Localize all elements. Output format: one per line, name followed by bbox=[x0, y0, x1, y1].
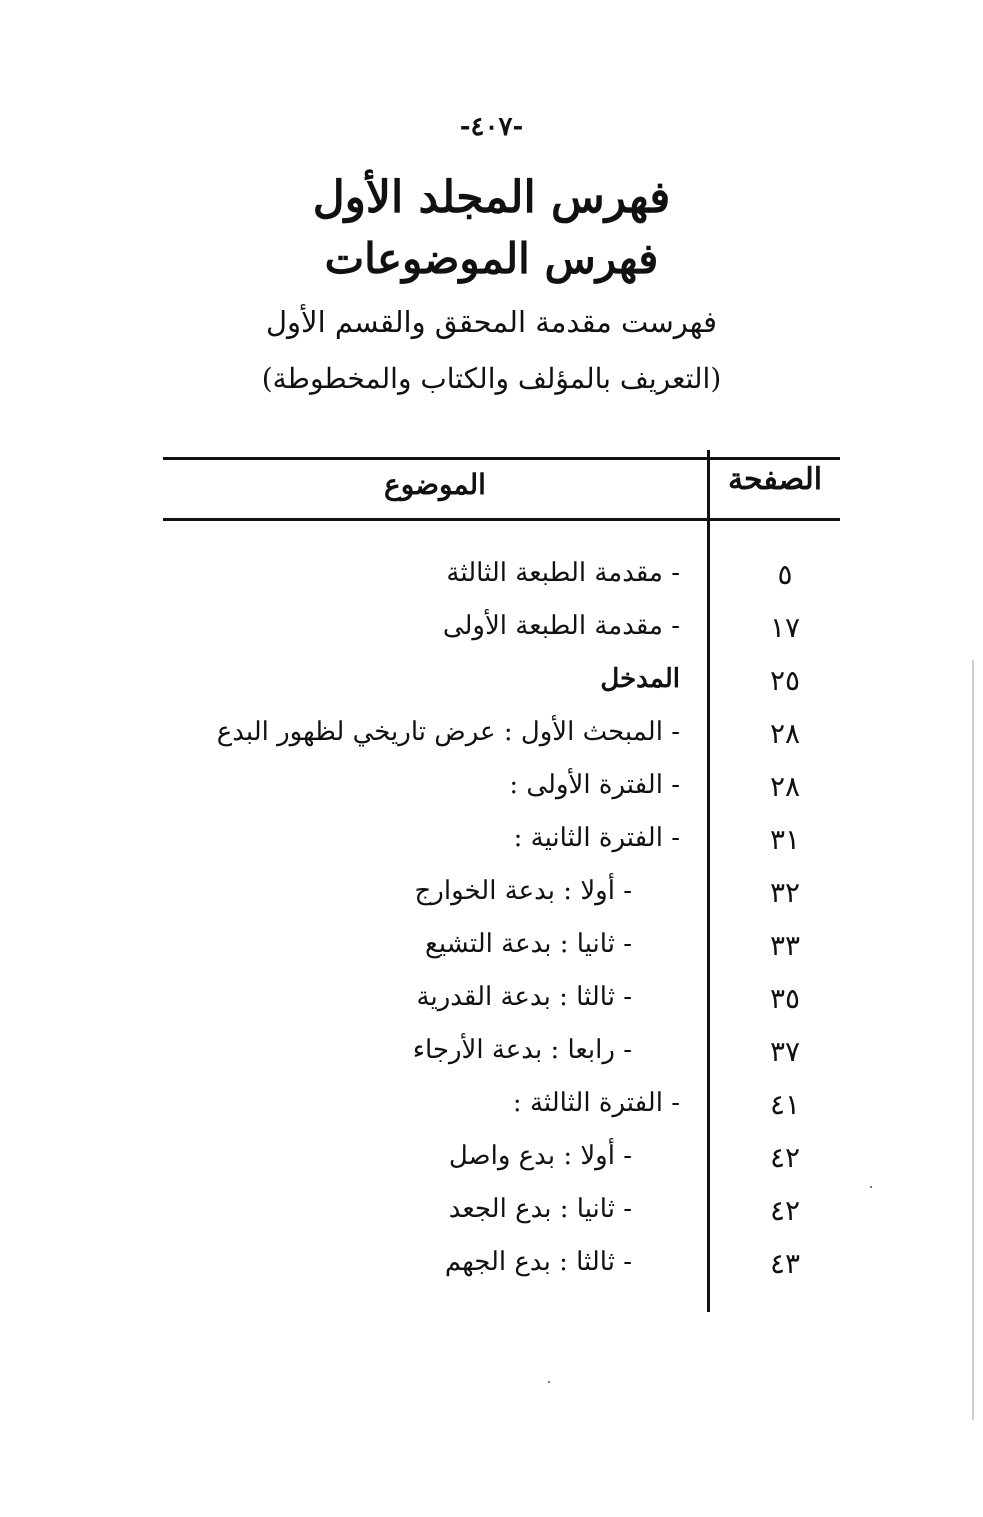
toc-page-number: ٤٢ bbox=[769, 1141, 801, 1174]
table-header-rule bbox=[163, 518, 840, 521]
toc-row bbox=[163, 1088, 840, 1138]
toc-topic: - ثانيا : بدعة التشيع bbox=[425, 929, 632, 959]
toc-row bbox=[163, 1247, 840, 1297]
toc-topic: - ثالثا : بدع الجهم bbox=[444, 1247, 632, 1277]
toc-row bbox=[163, 1035, 840, 1085]
toc-row bbox=[163, 770, 840, 820]
toc-row bbox=[163, 929, 840, 979]
toc-topic: - مقدمة الطبعة الثالثة bbox=[446, 558, 680, 588]
toc-page-number: ٣٥ bbox=[769, 982, 801, 1015]
column-header-page: الصفحة bbox=[727, 462, 823, 497]
scan-speck bbox=[870, 1186, 872, 1188]
toc-page-number: ٣٣ bbox=[769, 929, 801, 962]
toc-row bbox=[163, 558, 840, 608]
toc-row bbox=[163, 1194, 840, 1244]
toc-row bbox=[163, 876, 840, 926]
toc-topic: المدخل bbox=[600, 664, 680, 694]
section-note: (التعريف بالمؤلف والكتاب والمخطوطة) bbox=[261, 362, 722, 395]
toc-page-number: ٤٢ bbox=[769, 1194, 801, 1227]
toc-row bbox=[163, 1141, 840, 1191]
toc-row bbox=[163, 664, 840, 714]
toc-page-number: ٥ bbox=[777, 558, 793, 591]
toc-topic: - أولا : بدعة الخوارج bbox=[414, 876, 632, 906]
toc-topic: - الفترة الأولى : bbox=[509, 770, 680, 800]
toc-page-number: ٤١ bbox=[769, 1088, 801, 1121]
toc-row bbox=[163, 611, 840, 661]
table-top-rule bbox=[163, 457, 840, 460]
toc-page-number: ٣١ bbox=[769, 823, 801, 856]
toc-topic: - المبحث الأول : عرض تاريخي لظهور البدع bbox=[216, 717, 680, 747]
toc-row bbox=[163, 982, 840, 1032]
toc-page-number: ٤٣ bbox=[769, 1247, 801, 1280]
toc-page-number: ٢٨ bbox=[769, 717, 801, 750]
toc-topic: - مقدمة الطبعة الأولى bbox=[442, 611, 680, 641]
toc-page-number: ٢٨ bbox=[769, 770, 801, 803]
toc-topic: - أولا : بدع واصل bbox=[448, 1141, 632, 1171]
toc-page-number: ٣٢ bbox=[769, 876, 801, 909]
page-title: فهرس المجلد الأول bbox=[312, 172, 671, 223]
toc-page-number: ٢٥ bbox=[769, 664, 801, 697]
toc-topic: - ثانيا : بدع الجعد bbox=[448, 1194, 632, 1224]
toc-topic: - ثالثا : بدعة القدرية bbox=[416, 982, 632, 1012]
toc-row bbox=[163, 717, 840, 767]
toc-topic: - الفترة الثانية : bbox=[513, 823, 680, 853]
toc-topic: - الفترة الثالثة : bbox=[512, 1088, 680, 1118]
scan-speck bbox=[548, 1381, 550, 1383]
column-header-topic: الموضوع bbox=[384, 468, 486, 501]
toc-page-number: ١٧ bbox=[769, 611, 801, 644]
page-number: -٤٠٧- bbox=[459, 112, 524, 142]
toc-page-number: ٣٧ bbox=[769, 1035, 801, 1068]
scan-edge-mark bbox=[972, 660, 974, 1420]
page-subtitle: فهرس الموضوعات bbox=[324, 234, 659, 283]
toc-row bbox=[163, 823, 840, 873]
section-title: فهرست مقدمة المحقق والقسم الأول bbox=[265, 305, 718, 339]
toc-topic: - رابعا : بدعة الأرجاء bbox=[412, 1035, 632, 1065]
